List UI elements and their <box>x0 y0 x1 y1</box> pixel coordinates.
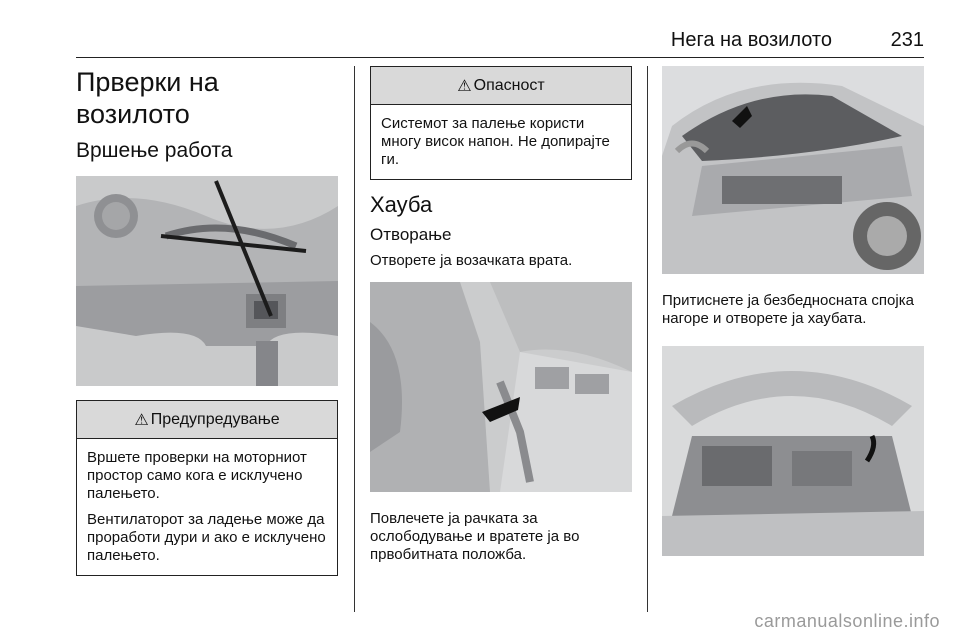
warning-paragraph: Вентилаторот за ладење може да проработи дури и ако е исклучено палењето. <box>87 511 326 564</box>
danger-text: Системот за палење користи многу висок напон. Не допирајте ги. <box>381 115 610 168</box>
hood-release-figure <box>662 66 924 274</box>
warning-box-body <box>77 439 337 575</box>
column-3 <box>662 66 924 556</box>
section-heading: Прверки на возилото <box>76 67 219 129</box>
danger-box-body <box>371 105 631 179</box>
column-divider-2 <box>647 66 648 612</box>
danger-title: Опасност <box>473 76 545 94</box>
warning-paragraph: Вршете проверки на моторниот простор само кога е исклучено палењето. <box>87 449 307 502</box>
warning-box-header <box>77 401 337 439</box>
page-number: 231 <box>890 29 924 51</box>
column-2 <box>370 66 632 564</box>
warning-box <box>76 400 338 576</box>
warning-triangle-icon: ⚠ <box>134 411 149 429</box>
instruction-text: Повлечете ја рачката за ослободување и вратете ја во првобитната положба. <box>370 510 580 563</box>
warning-title: Предупредување <box>150 410 280 428</box>
watermark: carmanualsonline.info <box>754 611 940 631</box>
instruction-text: Отворете ја возачката врата. <box>370 252 573 269</box>
column-divider-1 <box>354 66 355 612</box>
section-heading: Хауба <box>370 192 433 217</box>
section-subheading: Отворање <box>370 225 452 244</box>
header-title: Нега на возилото <box>670 29 832 51</box>
section-subheading: Вршење работа <box>76 139 233 162</box>
driver-door-figure <box>370 282 632 492</box>
warning-triangle-icon: ⚠ <box>457 77 472 95</box>
page-header <box>76 22 924 58</box>
instruction-text: Притиснете ја безбедносната спојка нагоре и отворете ја хаубата. <box>662 292 914 327</box>
engine-bay-figure <box>76 176 338 386</box>
open-hood-figure <box>662 346 924 556</box>
danger-box <box>370 66 632 180</box>
danger-box-header <box>371 67 631 105</box>
column-1 <box>76 66 338 576</box>
